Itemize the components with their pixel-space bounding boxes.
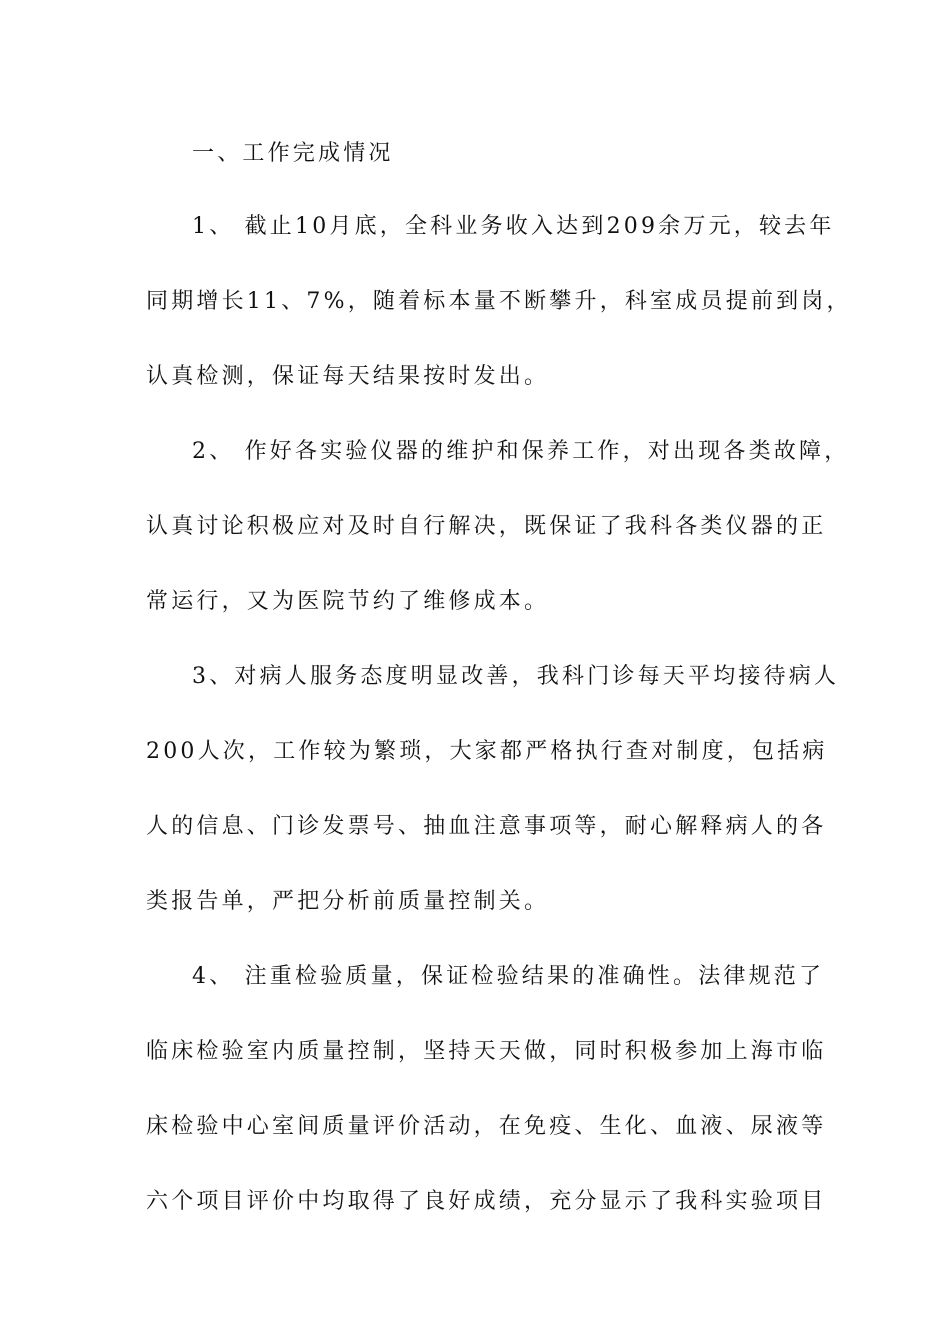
- paragraph-2-line-3: 常运行，又为医院节约了维修成本。: [146, 589, 550, 614]
- paragraph-4-line-1: 4、 注重检验质量，保证检验结果的准确性。法律规范了: [192, 964, 825, 989]
- paragraph-2-line-1: 2、 作好各实验仪器的维护和保养工作，对出现各类故障，: [192, 439, 850, 464]
- paragraph-3-line-3: 人的信息、门诊发票号、抽血注意事项等，耐心解释病人的各: [146, 814, 827, 839]
- paragraph-3-line-1: 3、对病人服务态度明显改善，我科门诊每天平均接待病人: [192, 664, 840, 689]
- paragraph-3-line-2: 200人次，工作较为繁琐，大家都严格执行查对制度，包括病: [146, 739, 828, 764]
- paragraph-4-line-4: 六个项目评价中均取得了良好成绩，充分显示了我科实验项目: [146, 1189, 827, 1214]
- paragraph-1-line-1: 1、 截止10月底，全科业务收入达到209余万元，较去年: [192, 214, 835, 239]
- paragraph-1-line-3: 认真检测，保证每天结果按时发出。: [146, 364, 550, 389]
- paragraph-4-line-3: 床检验中心室间质量评价活动，在免疫、生化、血液、尿液等: [146, 1114, 827, 1139]
- paragraph-4-line-2: 临床检验室内质量控制，坚持天天做，同时积极参加上海市临: [146, 1039, 827, 1064]
- paragraph-3-line-4: 类报告单，严把分析前质量控制关。: [146, 889, 550, 914]
- paragraph-2-line-2: 认真讨论积极应对及时自行解决，既保证了我科各类仪器的正: [146, 514, 827, 539]
- section-heading: 一、工作完成情况: [192, 141, 394, 166]
- paragraph-1-line-2: 同期增长11、7%，随着标本量不断攀升，科室成员提前到岗，: [146, 289, 852, 314]
